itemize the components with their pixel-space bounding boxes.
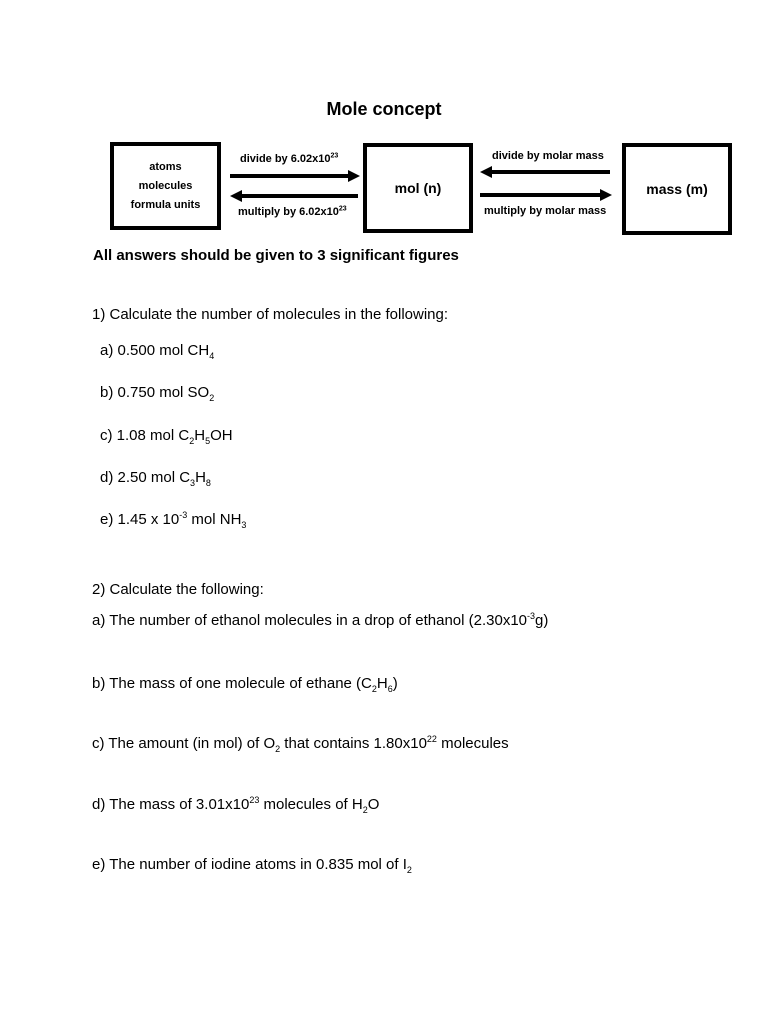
arrow-left-icon	[230, 190, 358, 202]
q1-b: b) 0.750 mol $SO_2$	[100, 384, 215, 403]
molecules-label: molecules	[138, 179, 193, 192]
q2-c: c) The amount (in mol) of $O_2$ that contains $1.80x10^{22}$ molecules	[92, 734, 509, 754]
q2-e: e) The number of iodine atoms in 0.835 mol of $I_2$	[92, 856, 412, 875]
divide-molar-mass-label: divide by molar mass	[492, 150, 604, 162]
multiply-avogadro-label: multiply by $6.02x10^{23}$	[238, 205, 347, 218]
arrow-left-icon	[480, 166, 610, 178]
q1-a: a) 0.500 mol $CH_4$	[100, 342, 215, 361]
page-title: Mole concept	[326, 99, 442, 119]
formula-units-label: formula units	[130, 198, 201, 211]
q1-d: d) 2.50 mol $C_3H_8$	[100, 469, 211, 488]
q2-d: d) The mass of $3.01x10^{23}$ molecules of $H_2O$	[92, 795, 380, 815]
divide-avogadro-label: divide by $6.02x10^{23}$	[240, 152, 339, 165]
mass-label: mass (m)	[646, 181, 708, 197]
instruction-text: All answers should be given to 3 significant figures	[93, 247, 459, 264]
arrow-right-icon	[230, 170, 360, 182]
multiply-molar-mass-label: multiply by molar mass	[484, 205, 607, 217]
q2-b: b) The mass of one molecule of ethane $(C_2H_6)$	[92, 675, 398, 694]
q2-heading: 2) Calculate the following:	[92, 581, 264, 598]
q1-c: c) 1.08 mol $C_2H_5OH$	[100, 427, 233, 446]
q1-e: e) 1.45 x $10^{-3}$ mol $NH_3$	[100, 510, 247, 530]
moles-label: mol (n)	[394, 180, 442, 196]
atoms-label: atoms	[149, 160, 182, 173]
arrow-right-icon	[480, 189, 612, 201]
q1-heading: 1) Calculate the number of molecules in the following:	[92, 306, 449, 323]
q2-a: a) The number of ethanol molecules in a drop of ethanol $(2.30x10^{-3}g)$	[92, 611, 549, 629]
